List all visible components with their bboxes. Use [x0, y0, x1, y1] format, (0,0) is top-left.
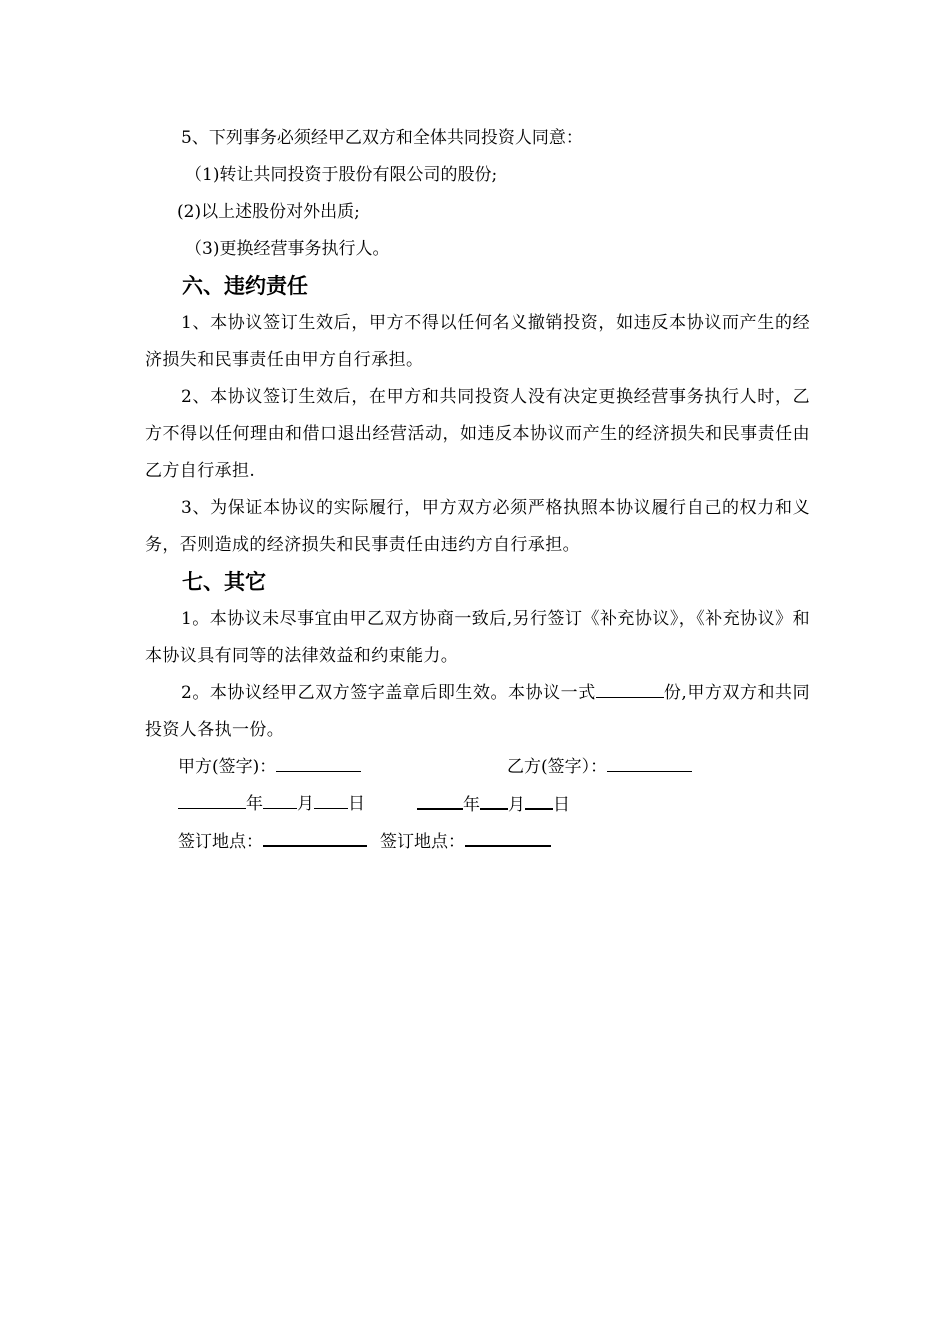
copies-text-before: 2。本协议经甲乙双方签字盖章后即生效。本协议一式: [181, 683, 596, 703]
section5-item2: (2)以上述股份对外出质;: [177, 202, 360, 222]
party-b-place-label: 签订地点：: [380, 832, 465, 852]
party-b-month-label: 月: [508, 795, 525, 815]
section7-para1: 1。本协议未尽事宜由甲乙双方协商一致后,另行签订《补充协议》，《补充协议》和本协议具有同等的法律效益和约束能力。: [145, 609, 810, 666]
section5-intro: 5、下列事务必须经甲乙双方和全体共同投资人同意：: [181, 128, 583, 148]
section7-heading: 七、其它: [182, 570, 266, 594]
party-a-day-label: 日: [348, 794, 365, 814]
party-a-day-blank[interactable]: [314, 786, 348, 809]
section6-para3: 3、为保证本协议的实际履行，甲方双方必须严格执照本协议履行自己的权力和义务，否则造成的经济损失和民事责任由违约方自行承担。: [145, 498, 810, 555]
party-a-signature-blank[interactable]: [276, 749, 361, 772]
party-b-signature: [507, 749, 692, 786]
party-b-signature-blank[interactable]: [607, 749, 692, 772]
section6-para2: 2、本协议签订生效后，在甲方和共同投资人没有决定更换经营事务执行人时，乙方不得以任何理由和借口退出经营活动，如违反本协议而产生的经济损失和民事责任由乙方自行承担.: [145, 387, 810, 481]
party-a-month-blank[interactable]: [263, 786, 297, 809]
place-row: [145, 823, 810, 860]
party-b-year-label: 年: [463, 795, 480, 815]
section6-heading: 六、违约责任: [182, 274, 308, 298]
copies-blank[interactable]: [596, 675, 664, 698]
party-b-place-blank[interactable]: [465, 823, 551, 847]
party-b-place: [380, 823, 551, 861]
party-a-label: 甲方(签字)：: [178, 757, 277, 777]
party-b-day-blank[interactable]: [525, 786, 553, 810]
party-b-month-blank[interactable]: [480, 786, 508, 810]
party-a-year-label: 年: [246, 794, 263, 814]
signature-row: [145, 749, 810, 786]
party-b-year-blank[interactable]: [417, 786, 463, 810]
party-a-place-blank[interactable]: [263, 823, 367, 847]
section7-para2: [145, 675, 810, 749]
party-b-day-label: 日: [553, 795, 570, 815]
date-row: [145, 786, 810, 823]
party-a-year-blank[interactable]: [178, 786, 246, 809]
party-a-signature: [178, 749, 361, 786]
party-a-date: [178, 786, 365, 823]
party-b-label: 乙方(签字）：: [507, 757, 608, 777]
party-b-date: [417, 786, 570, 824]
party-a-place-label: 签订地点：: [178, 832, 263, 852]
party-a-month-label: 月: [297, 794, 314, 814]
section6-para1: 1、本协议签订生效后，甲方不得以任何名义撤销投资，如违反本协议而产生的经济损失和民事责任由甲方自行承担。: [145, 313, 810, 370]
copies-text-after: 份,甲方双方和共同投资人各执一份。: [145, 683, 810, 740]
section5-item1: （1)转让共同投资于股份有限公司的股份;: [185, 165, 498, 185]
section5-item3: （3)更换经营事务执行人。: [185, 239, 390, 259]
document-body: [145, 120, 810, 860]
party-a-place: [178, 823, 367, 861]
